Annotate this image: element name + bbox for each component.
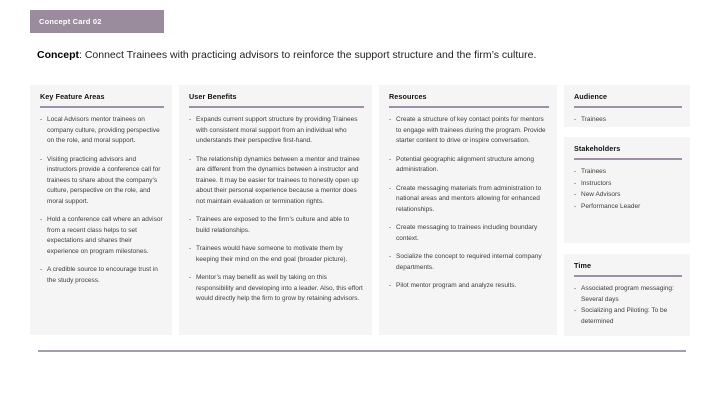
list-item-text: Socialize the concept to required internal company departments.	[396, 253, 542, 271]
bullet-dash: -	[40, 116, 43, 123]
list-item-text: Associated program messaging: Several days	[581, 285, 674, 303]
title-underline	[40, 106, 164, 108]
list-item	[574, 202, 682, 213]
bullet-dash: -	[389, 253, 392, 261]
list-item-text: Pilot mentor program and analyze results.	[396, 282, 517, 290]
list-item	[189, 215, 364, 236]
bullet-dash: -	[389, 116, 392, 123]
right-sidebar	[564, 85, 690, 336]
concept-text: : Connect Trainees with practicing advisors to reinforce the support structure and the firm’s culture.	[79, 49, 537, 61]
list-item	[389, 252, 549, 273]
list-item	[389, 115, 549, 147]
list-item-text: Create messaging to trainees including boundary context.	[396, 224, 538, 242]
list-item	[189, 155, 364, 208]
bullet-dash: -	[40, 266, 43, 274]
concept-card-badge	[30, 10, 164, 33]
list-item	[189, 115, 364, 147]
list-item-text: Mentor’s may benefit as well by taking on this responsibility and developing into a leader. Also, this effort would directly help the firm to grow by retaining advisors.	[196, 274, 363, 303]
concept-label: Concept	[37, 49, 79, 61]
key-feature-areas-panel	[30, 85, 172, 335]
panel-title-time: Time	[574, 261, 592, 270]
resources-panel	[379, 85, 557, 335]
list-item	[40, 265, 164, 286]
bullet-dash: -	[574, 307, 577, 315]
bullet-dash: -	[389, 282, 392, 290]
bullet-dash: -	[189, 245, 192, 253]
bullet-dash: -	[189, 155, 192, 163]
bullet-dash: -	[389, 184, 392, 192]
list-item-text: Instructors	[581, 179, 612, 187]
list-item-text: Create a structure of key contact points for mentors to engage with trainees during the program. Provide starter content to drive or inspire conversation.	[396, 116, 546, 145]
list-item-text: Trainees	[581, 168, 607, 175]
bullet-dash: -	[189, 216, 192, 224]
footer-divider	[38, 350, 686, 352]
bullet-dash: -	[189, 274, 192, 282]
list-item	[389, 223, 549, 244]
title-underline	[189, 106, 364, 108]
list-item	[40, 215, 164, 257]
bullet-dash: -	[40, 155, 43, 163]
list-item-text: A credible source to encourage trust in the study process.	[47, 266, 158, 284]
title-underline	[574, 106, 682, 108]
list-item-text: Trainees are exposed to the firm’s culture and able to build relationships.	[196, 216, 350, 234]
concept-card-board	[30, 85, 690, 336]
bullet-dash: -	[389, 155, 392, 163]
list-item	[574, 284, 682, 305]
list-item	[40, 115, 164, 147]
list-item	[389, 281, 549, 292]
bullet-dash: -	[574, 285, 577, 292]
panel-title-stakeholders: Stakeholders	[574, 144, 621, 153]
stakeholders-panel	[564, 137, 690, 243]
panel-title-resources: Resources	[389, 92, 427, 101]
list-item-text: Local Advisors mentor trainees on company culture, providing perspective on the role, and moral support.	[47, 116, 160, 145]
title-underline	[574, 158, 682, 160]
bullet-dash: -	[389, 224, 392, 232]
title-underline	[574, 275, 682, 277]
user-benefits-panel	[179, 85, 372, 335]
list-item-text: Create messaging materials from administration to national areas and mentors allowing for enhanced relationships.	[396, 184, 542, 213]
list-item	[189, 244, 364, 265]
list-item	[389, 155, 549, 176]
panel-title-user-benefits: User Benefits	[189, 92, 237, 101]
bullet-dash: -	[574, 168, 577, 175]
list-item-text: Hold a conference call where an advisor from a recent class helps to set expectations and shares their experience on program milestones.	[47, 216, 163, 255]
list-item-text: Trainees would have someone to motivate them by keeping their mind on the end goal (broader picture).	[196, 245, 348, 263]
panel-title-audience: Audience	[574, 92, 608, 101]
bullet-dash: -	[574, 116, 577, 123]
list-item	[574, 190, 682, 201]
list-item	[574, 167, 682, 178]
list-item-text: Socializing and Piloting: To be determined	[581, 307, 668, 325]
bullet-dash: -	[574, 191, 577, 199]
list-item	[189, 273, 364, 305]
list-item-text: Potential geographic alignment structure among administration.	[396, 155, 535, 174]
concept-statement	[37, 49, 677, 61]
list-item	[40, 155, 164, 208]
list-item-text: The relationship dynamics between a mentor and trainee are different from the dynamics between a instructor and trainee. It may be easier for trainees to honestly open up about their personal experience because a mentor does not maintain evaluation or termination rights.	[196, 155, 360, 205]
time-panel	[564, 254, 690, 336]
list-item	[389, 184, 549, 216]
list-item-text: Performance Leader	[581, 202, 641, 210]
list-item	[574, 115, 682, 126]
audience-panel	[564, 85, 690, 127]
list-item-text: Visiting practicing advisors and instructors provide a conference call for trainees to share about the company’s culture, perspective on the role, and moral support.	[47, 155, 161, 205]
list-item	[574, 306, 682, 327]
title-underline	[389, 106, 549, 108]
list-item	[574, 179, 682, 190]
list-item-text: Expands current support structure by providing Trainees with consistent moral support from an individual who understands their perspective first-hand.	[196, 116, 358, 145]
bullet-dash: -	[189, 116, 192, 123]
bullet-dash: -	[574, 179, 577, 187]
list-item-text: Trainees	[581, 116, 607, 123]
badge-label: Concept Card 02	[39, 17, 102, 26]
panel-title-key-feature-areas: Key Feature Areas	[40, 92, 105, 101]
bullet-dash: -	[574, 202, 577, 210]
list-item-text: New Advisors	[581, 191, 621, 199]
bullet-dash: -	[40, 216, 43, 224]
